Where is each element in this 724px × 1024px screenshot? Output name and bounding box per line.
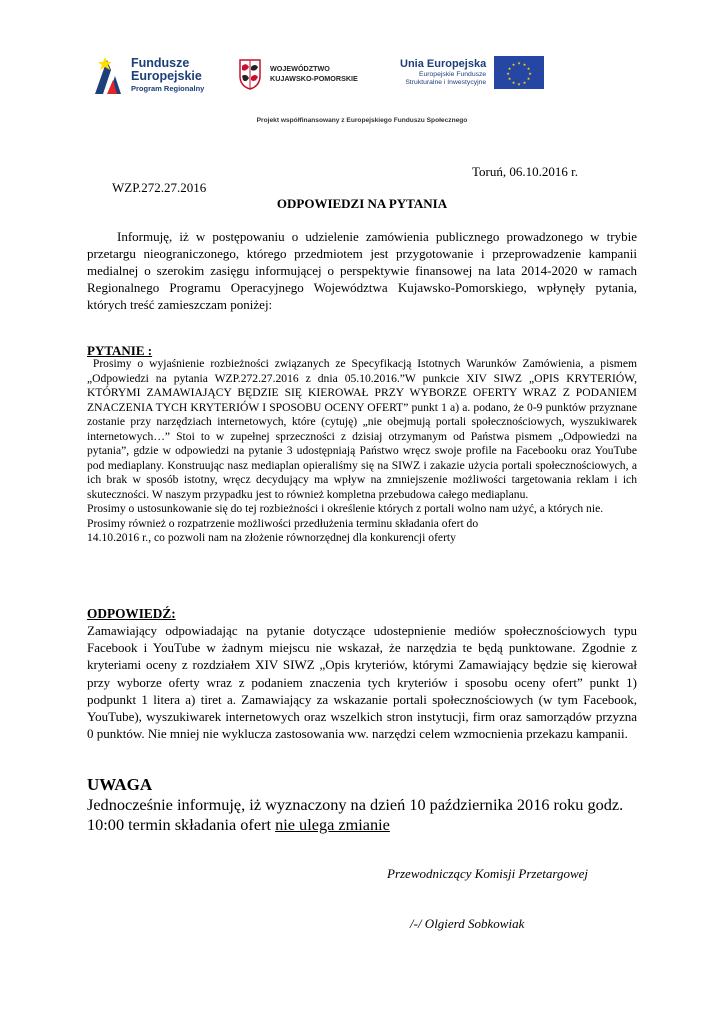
ue-logo-line3: Strukturalne i Inwestycyjne xyxy=(405,78,487,86)
svg-text:★: ★ xyxy=(506,71,510,76)
svg-text:★: ★ xyxy=(517,60,521,66)
question-paragraph-3: Prosimy również o rozpatrzenie możliwości przedłużenia terminu składania ofert do xyxy=(87,516,479,530)
notice-paragraph xyxy=(87,795,637,835)
svg-text:★: ★ xyxy=(526,76,531,81)
fe-logo-line1: Fundusze xyxy=(131,55,190,70)
svg-text:★: ★ xyxy=(526,66,531,71)
document-title: ODPOWIEDZI NA PYTANIA xyxy=(276,196,448,211)
place-and-date: Toruń, 06.10.2016 r. xyxy=(472,164,578,179)
svg-text:★: ★ xyxy=(528,71,532,76)
notice-heading: UWAGA xyxy=(87,775,153,794)
unia-europejska-logo xyxy=(400,56,544,89)
svg-text:★: ★ xyxy=(511,80,516,85)
intro-text: Informuję, iż w postępowaniu o udzielenie zamówienia publicznego prowadzonego w trybie przetargu nieograniczonego, którego przedmiotem jest przygotowanie i przeprowadzenie kampanii medialnej o szerokim zasięgu informującej o perspektywie finansowej na lata 2014-2020 w ramach Regionalnego Programu Operacyjnego Województwa Kujawsko-Pomorskiego, wpłynęły pytania, których treść zamieszczam poniżej: xyxy=(87,229,637,312)
svg-text:★: ★ xyxy=(511,62,516,67)
eu-flag-icon xyxy=(494,56,544,89)
answer-heading: ODPOWIEDŹ: xyxy=(87,606,176,621)
answer-paragraph: Zamawiający odpowiadając na pytanie dotyczące udostepnienie mediów społecznościowych typu Facebook i YouTube w żadnym miejscu nie wskazał, że narzędzia te będą punktowane. Zgodnie z kryteriami oceny z rozdziałem XIV SIWZ „Opis kryteriów, którymi Zamawiający będzie się kierował przy wyborze oferty wraz z podaniem znaczenia tych kryteriów i sposobu oceny ofert” punkt 1) podpunkt 1 litera a) tiret a. Zamawiający za wskazanie portali społecznościowych (w tym Facebook, YouTube), wyszukiwarek internetowych oraz wszelkich stron instytucji, firm oraz samorządów przyzna 0 punktów. Nie mniej nie wyklucza zastosowania ww. narzędzi celem wzmocnienia przekazu kampanii. xyxy=(87,623,637,742)
svg-text:★: ★ xyxy=(517,81,521,87)
question-text-1: Prosimy o wyjaśnienie rozbieżności związanych ze Specyfikacją Istotnych Warunków Zamówienia, a pismem „Odpowiedzi na pytania WZP.272.27.2016 z dnia 05.10.2016.”W punkcie XIV SIWZ „OPIS KRYTERIÓW, KTÓRYMI ZAMAWIAJĄCY BĘDZIE SIĘ KIEROWAŁ PRZY WYBORZE OFERTY WRAZ Z PODANIEM ZNACZENIA TYCH KRYTERIÓW I SPOSOBU OCENY OFERT” punkt 1 a) a. podano, że 0-9 punktów przyznane zostanie przy narzędziach internetowych, które (cytuję) „nie obejmują portali społecznościowych, wyszukiwarek internetowych…” Stoi to w zupełnej sprzeczności z dzisiaj otrzymanym od Państwa pismem „Odpowiedzi na pytania”, gdzie w odpowiedzi na pytanie 3 udostępniają Państwo wręcz swoje profile na Facebooku oraz YouTube pod mediaplany. Konstruując nasz mediaplan opieraliśmy się na SIWZ i zakazie użycia portali społecznościowych, a ich brak w sposób istotny, wręcz decydujący ma wpływ na zmniejszenie możliwości targetowania reklam i ich skuteczności. W naszym przypadku jest to również kompletna przebudowa całego mediaplanu. xyxy=(87,357,637,501)
kp-logo-line2: KUJAWSKO-POMORSKIE xyxy=(270,74,358,83)
signature-name: /-/ Olgierd Sobkowiak xyxy=(410,916,525,931)
reference-number: WZP.272.27.2016 xyxy=(112,180,207,195)
fe-logo-line3: Program Regionalny xyxy=(131,84,205,94)
ue-logo-line2: Europejskie Fundusze xyxy=(418,71,487,78)
cofinancing-note: Projekt współfinansowany z Europejskiego Funduszu Społecznego xyxy=(256,117,468,124)
svg-text:★: ★ xyxy=(522,80,527,85)
svg-text:★: ★ xyxy=(507,66,512,71)
question-paragraph-1 xyxy=(87,357,637,502)
question-heading: PYTANIE : xyxy=(87,343,153,358)
signature-role: Przewodniczący Komisji Przetargowej xyxy=(387,866,589,881)
intro-paragraph xyxy=(87,228,637,313)
svg-text:★: ★ xyxy=(507,76,512,81)
fe-logo-line2: Europejskie xyxy=(131,69,202,84)
question-paragraph-4: 14.10.2016 r., co pozwoli nam na złożenie równorzędnej dla konkurencji oferty xyxy=(87,531,456,544)
voivodeship-crest-icon xyxy=(238,58,262,90)
notice-emphasis: nie ulega zmianie xyxy=(275,815,390,834)
logo-bar xyxy=(0,48,724,108)
fundusze-europejskie-logo xyxy=(93,54,204,96)
fundusze-europejskie-emblem-icon xyxy=(93,54,123,96)
notice-text: Jednocześnie informuję, iż wyznaczony na dzień 10 października 2016 roku godz. 10:00 termin składania ofert xyxy=(87,795,624,834)
question-paragraph-2: Prosimy o ustosunkowanie się do tej rozbieżności i określenie których z portali wolno nam użyć, a których nie. xyxy=(87,502,604,515)
svg-text:★: ★ xyxy=(522,62,527,67)
kujawsko-pomorskie-logo xyxy=(238,58,358,90)
ue-logo-line1: Unia Europejska xyxy=(400,58,487,71)
question-section xyxy=(87,357,637,546)
kp-logo-line1: WOJEWÓDZTWO xyxy=(270,64,330,74)
